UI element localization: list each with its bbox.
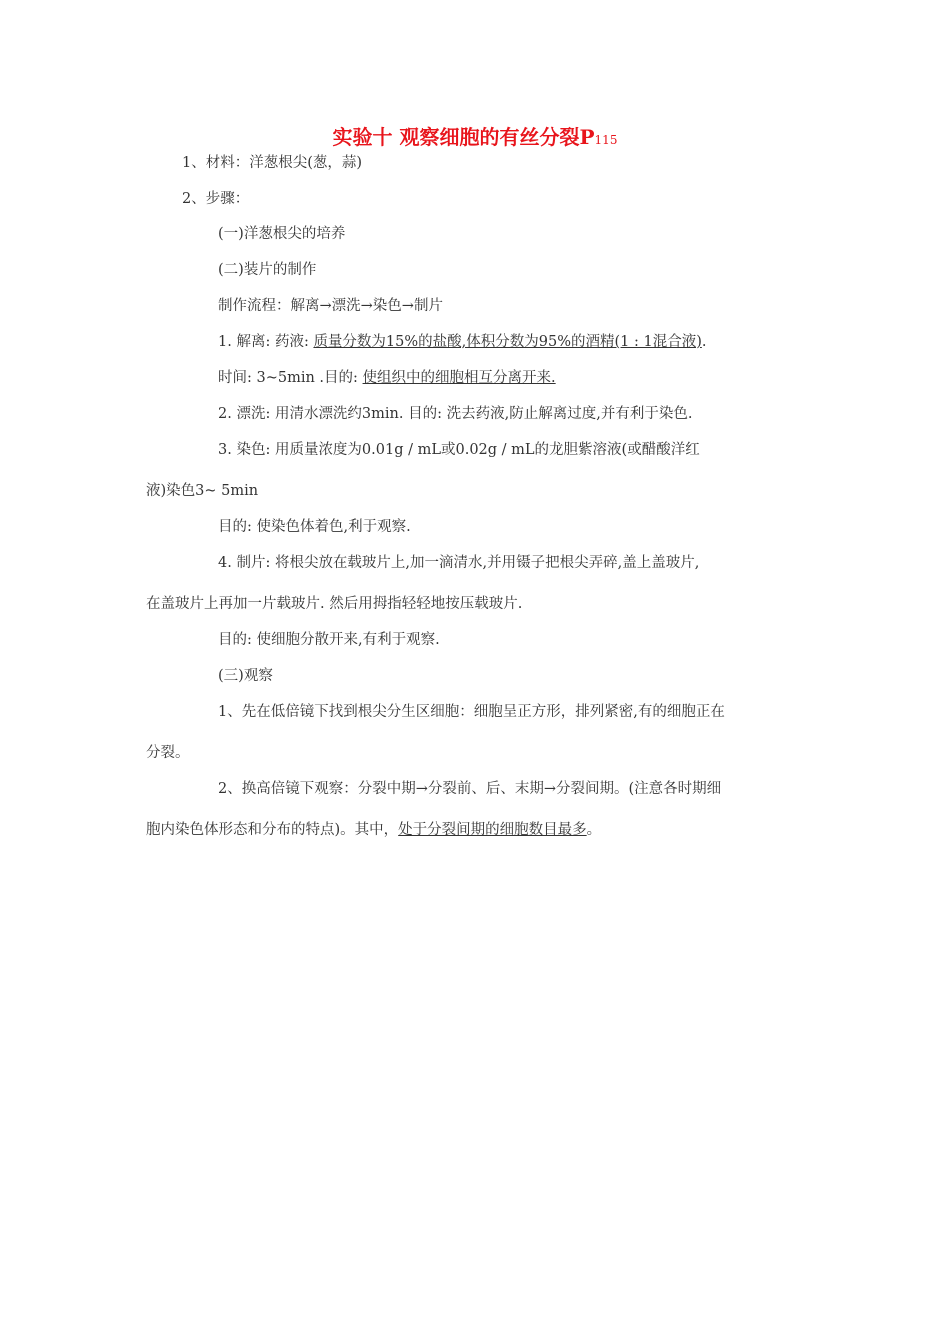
title-page-number: 115	[594, 133, 618, 147]
staining-line-2: 液)染色3~ 5min	[146, 483, 259, 499]
dissociation-prefix: 1. 解离: 药液:	[218, 334, 314, 350]
dissociation-reagent: 质量分数为15%的盐酸,体积分数为95%的酒精(1 : 1混合液)	[313, 334, 702, 350]
rinse-line: 2. 漂洗: 用清水漂洗约3min. 目的: 洗去药液,防止解离过度,并有利于染色.	[218, 406, 693, 422]
dissociation-time-line	[218, 366, 556, 390]
observation-p1-line-1: 1、先在低倍镜下找到根尖分生区细胞：细胞呈正方形，排列紧密,有的细胞正在	[218, 704, 725, 720]
dissociation-suffix: .	[701, 334, 707, 350]
mounting-purpose: 目的: 使细胞分散开来,有利于观察.	[218, 632, 440, 648]
document-title	[0, 122, 950, 155]
mounting-line-1: 4. 制片: 将根尖放在载玻片上,加一滴清水,并用镊子把根尖弄碎,盖上盖玻片,	[218, 555, 700, 571]
section-observation: (三)观察	[218, 668, 273, 684]
materials-item: 1、材料：洋葱根尖(葱，蒜)	[182, 155, 363, 171]
observation-p2-key-point: 处于分裂间期的细胞数目最多	[398, 822, 587, 838]
observation-p2-suffix: 。	[586, 822, 602, 838]
observation-p2-line-1: 2、换高倍镜下观察：分裂中期→分裂前、后、末期→分裂间期。(注意各时期细	[218, 781, 722, 797]
dissociation-time: 时间: 3~5min .目的:	[218, 370, 363, 386]
title-main: 实验十 观察细胞的有丝分裂	[332, 125, 580, 149]
observation-p2-prefix: 胞内染色体形态和分布的特点)。其中，	[146, 822, 399, 838]
title-page-ref: P	[579, 125, 595, 149]
observation-p1-line-2: 分裂。	[146, 745, 190, 761]
section-slide-preparation: (二)装片的制作	[218, 262, 317, 278]
dissociation-purpose: 使组织中的细胞相互分离开来.	[362, 370, 556, 386]
preparation-flow: 制作流程：解离→漂洗→染色→制片	[218, 298, 443, 314]
mounting-line-2: 在盖玻片上再加一片载玻片. 然后用拇指轻轻地按压载玻片.	[146, 596, 523, 612]
steps-item: 2、步骤：	[182, 191, 250, 207]
section-cultivation: (一)洋葱根尖的培养	[218, 226, 346, 242]
observation-p2-line-2	[146, 818, 601, 842]
dissociation-line	[218, 330, 706, 354]
staining-purpose: 目的: 使染色体着色,利于观察.	[218, 519, 411, 535]
staining-line-1: 3. 染色: 用质量浓度为0.01g / mL或0.02g / mL的龙胆紫溶液(或醋酸洋红	[218, 442, 700, 458]
